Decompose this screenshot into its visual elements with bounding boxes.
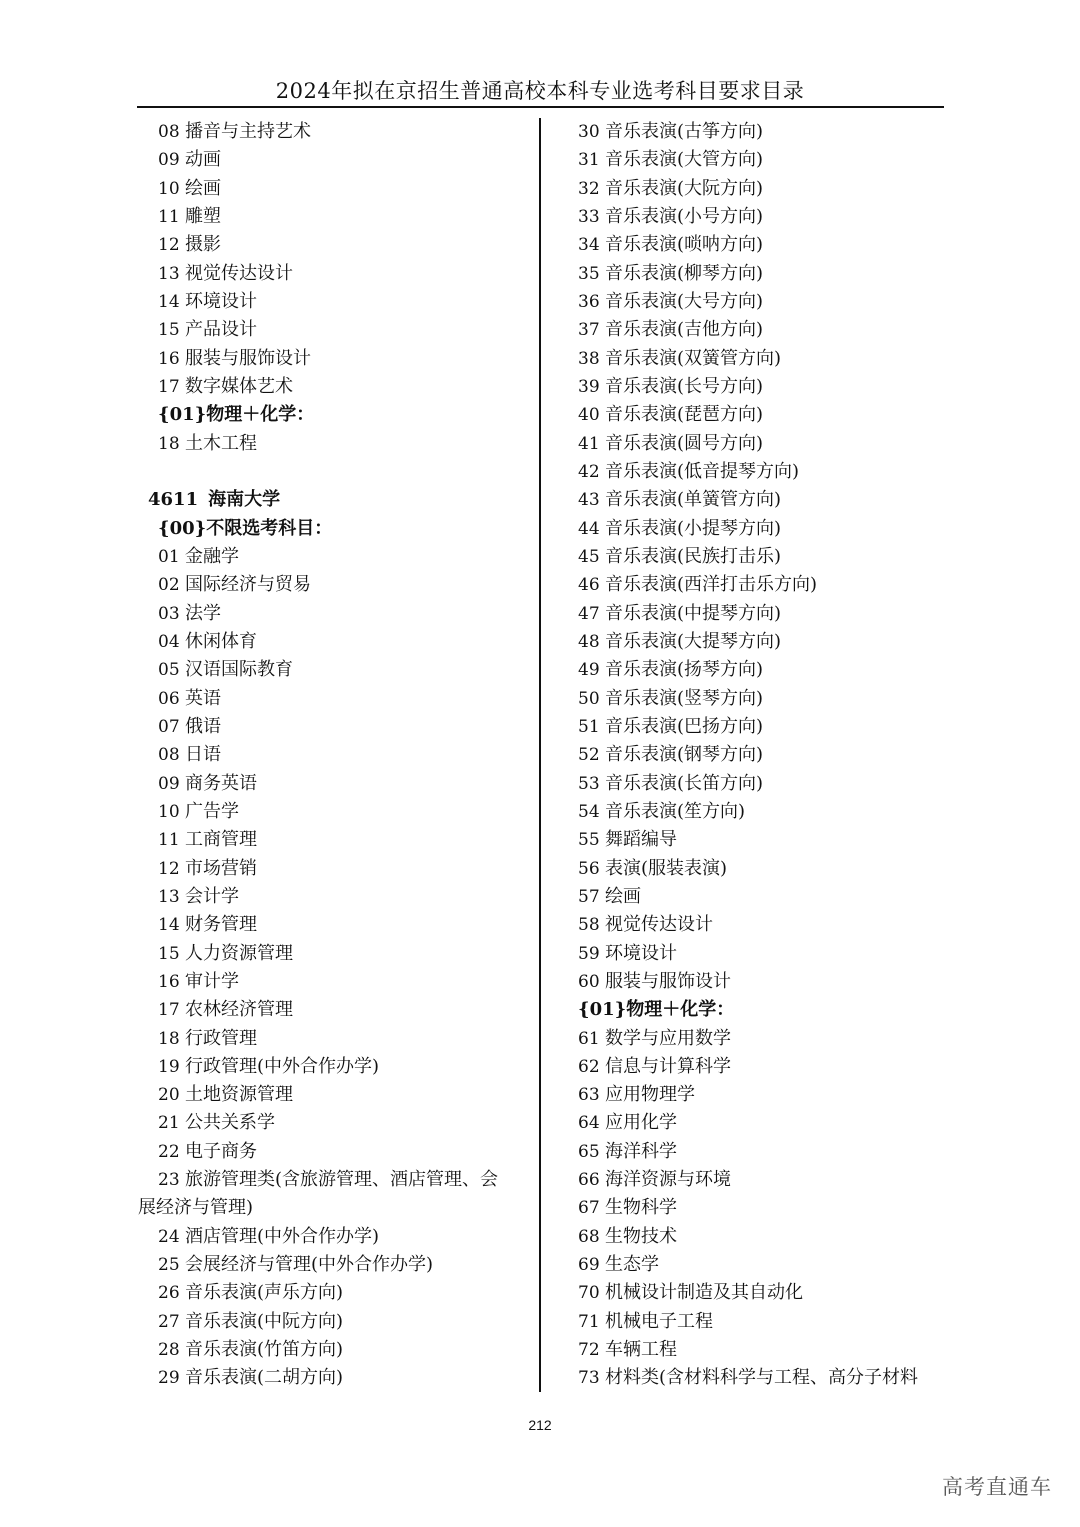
major-name: 音乐表演(低音提琴方向) xyxy=(605,460,800,482)
major-list xyxy=(138,118,530,401)
list-item xyxy=(138,1364,530,1392)
major-code: 25 xyxy=(158,1255,180,1276)
list-item xyxy=(578,146,958,174)
major-name: 广告学 xyxy=(185,800,239,822)
major-code: 62 xyxy=(578,1056,600,1077)
list-item xyxy=(138,968,530,996)
major-code: 16 xyxy=(158,348,180,369)
major-name: 音乐表演(大阮方向) xyxy=(605,177,764,199)
major-name: 汉语国际教育 xyxy=(185,659,293,681)
major-name: 音乐表演(长笛方向) xyxy=(605,772,764,794)
list-item xyxy=(578,373,958,401)
major-name: 雕塑 xyxy=(185,205,221,227)
list-item xyxy=(138,1109,530,1137)
major-code: 18 xyxy=(158,1028,180,1049)
watermark: 高考直通车 xyxy=(942,1475,1052,1499)
list-item xyxy=(138,656,530,684)
major-name: 日语 xyxy=(185,744,221,766)
list-item xyxy=(578,515,958,543)
major-code: 29 xyxy=(158,1368,180,1389)
list-item xyxy=(138,231,530,259)
university-heading xyxy=(138,486,530,514)
major-code: 27 xyxy=(158,1311,180,1332)
list-item xyxy=(578,628,958,656)
major-name: 财务管理 xyxy=(185,914,257,936)
major-code: 52 xyxy=(578,745,600,766)
major-name: 农林经济管理 xyxy=(185,999,293,1021)
list-item xyxy=(578,1109,958,1137)
major-name: 视觉传达设计 xyxy=(185,262,293,284)
major-code: 69 xyxy=(578,1255,600,1276)
list-item-continuation: 展经济与管理) xyxy=(138,1197,254,1219)
major-code: 18 xyxy=(158,433,180,454)
major-code: 33 xyxy=(578,206,600,227)
major-code: 32 xyxy=(578,178,600,199)
major-code: 56 xyxy=(578,858,600,879)
major-code: 58 xyxy=(578,915,600,936)
major-name: 土地资源管理 xyxy=(185,1084,293,1106)
major-code: 11 xyxy=(158,206,180,227)
major-code: 59 xyxy=(578,943,600,964)
major-list xyxy=(138,1223,530,1393)
list-item xyxy=(138,118,530,146)
major-code: 21 xyxy=(158,1113,180,1134)
list-item xyxy=(138,855,530,883)
major-name: 音乐表演(笙方向) xyxy=(605,800,746,822)
major-name: 工商管理 xyxy=(185,829,257,851)
list-item xyxy=(578,401,958,429)
major-name: 服装与服饰设计 xyxy=(605,970,731,992)
major-code: 15 xyxy=(158,320,180,341)
major-name: 舞蹈编导 xyxy=(605,829,677,851)
major-code: 26 xyxy=(158,1283,180,1304)
major-code: 60 xyxy=(578,971,600,992)
major-code: 50 xyxy=(578,688,600,709)
major-name: 摄影 xyxy=(185,234,221,256)
list-item xyxy=(578,486,958,514)
major-name: 生态学 xyxy=(605,1254,659,1276)
major-code: 71 xyxy=(578,1311,600,1332)
list-item xyxy=(138,826,530,854)
major-code: 07 xyxy=(158,716,180,737)
major-code: 66 xyxy=(578,1170,600,1191)
major-name: 环境设计 xyxy=(605,942,677,964)
major-name: 音乐表演(中阮方向) xyxy=(185,1310,344,1332)
list-item xyxy=(578,231,958,259)
major-code: 20 xyxy=(158,1085,180,1106)
major-code: 17 xyxy=(158,1000,180,1021)
major-name: 旅游管理类(含旅游管理、酒店管理、会 xyxy=(185,1169,499,1191)
major-name: 环境设计 xyxy=(185,290,257,312)
list-item xyxy=(578,940,958,968)
list-item xyxy=(578,1138,958,1166)
list-item xyxy=(138,175,530,203)
list-item xyxy=(578,571,958,599)
list-item xyxy=(138,146,530,174)
major-code: 47 xyxy=(578,603,600,624)
major-name: 国际经济与贸易 xyxy=(185,574,311,596)
major-name: 数学与应用数学 xyxy=(605,1027,731,1049)
major-code: 15 xyxy=(158,943,180,964)
major-code: 02 xyxy=(158,575,180,596)
list-item xyxy=(138,600,530,628)
major-code: 57 xyxy=(578,886,600,907)
major-code: 10 xyxy=(158,178,180,199)
major-code: 43 xyxy=(578,490,600,511)
major-name: 人力资源管理 xyxy=(185,942,293,964)
major-code: 70 xyxy=(578,1283,600,1304)
major-name: 音乐表演(琵琶方向) xyxy=(605,404,764,426)
major-code: 53 xyxy=(578,773,600,794)
major-code: 41 xyxy=(578,433,600,454)
list-item xyxy=(578,430,958,458)
major-name: 行政管理 xyxy=(185,1027,257,1049)
list-item xyxy=(138,260,530,288)
major-code: 14 xyxy=(158,291,180,312)
major-name: 音乐表演(柳琴方向) xyxy=(605,262,764,284)
major-code: 16 xyxy=(158,971,180,992)
list-item xyxy=(138,911,530,939)
major-name: 音乐表演(小号方向) xyxy=(605,205,764,227)
major-code: 08 xyxy=(158,745,180,766)
major-code: 06 xyxy=(158,688,180,709)
university-name: 海南大学 xyxy=(208,489,281,511)
major-name: 应用化学 xyxy=(605,1112,677,1134)
list-item xyxy=(138,430,530,458)
major-name: 音乐表演(大管方向) xyxy=(605,149,764,171)
major-name: 行政管理(中外合作办学) xyxy=(185,1055,380,1077)
major-name: 音乐表演(声乐方向) xyxy=(185,1282,344,1304)
list-item xyxy=(138,543,530,571)
major-name: 绘画 xyxy=(185,177,221,199)
list-item xyxy=(138,940,530,968)
list-item xyxy=(578,826,958,854)
list-item xyxy=(138,288,530,316)
major-code: 55 xyxy=(578,830,600,851)
list-item xyxy=(138,1251,530,1279)
major-code: 68 xyxy=(578,1226,600,1247)
major-name: 播音与主持艺术 xyxy=(185,121,311,142)
subject-requirement: {01}物理＋化学： xyxy=(578,999,735,1021)
major-list xyxy=(138,543,530,1166)
major-name: 音乐表演(大号方向) xyxy=(605,290,764,312)
list-item xyxy=(138,713,530,741)
list-item xyxy=(578,911,958,939)
major-code: 37 xyxy=(578,320,600,341)
major-code: 10 xyxy=(158,801,180,822)
list-item xyxy=(138,1279,530,1307)
major-name: 材料类(含材料科学与工程、高分子材料 xyxy=(605,1367,919,1389)
list-item xyxy=(138,571,530,599)
major-code: 13 xyxy=(158,263,180,284)
major-code: 44 xyxy=(578,518,600,539)
major-name: 车辆工程 xyxy=(605,1339,677,1361)
major-name: 数字媒体艺术 xyxy=(185,375,293,397)
major-name: 海洋科学 xyxy=(605,1140,677,1162)
major-code: 54 xyxy=(578,801,600,822)
list-item xyxy=(578,1364,958,1392)
list-item xyxy=(578,203,958,231)
major-code: 03 xyxy=(158,603,180,624)
major-name: 英语 xyxy=(185,687,221,709)
major-name: 音乐表演(竖琴方向) xyxy=(605,687,764,709)
major-code: 36 xyxy=(578,291,600,312)
list-item xyxy=(578,713,958,741)
major-name: 俄语 xyxy=(185,715,221,737)
major-name: 产品设计 xyxy=(185,319,257,341)
major-list xyxy=(578,1025,958,1393)
subject-requirement: {00}不限选考科目： xyxy=(158,517,333,539)
left-column xyxy=(138,118,530,1393)
list-item xyxy=(578,656,958,684)
major-code: 73 xyxy=(578,1368,600,1389)
major-list xyxy=(578,118,958,996)
major-code: 65 xyxy=(578,1141,600,1162)
list-item xyxy=(578,288,958,316)
list-item xyxy=(578,1053,958,1081)
list-item xyxy=(138,373,530,401)
major-name: 土木工程 xyxy=(185,432,257,454)
major-name: 电子商务 xyxy=(185,1140,257,1162)
major-name: 音乐表演(巴扬方向) xyxy=(605,715,764,737)
major-name: 法学 xyxy=(185,602,221,624)
right-column xyxy=(578,118,958,1393)
major-name: 信息与计算科学 xyxy=(605,1055,731,1077)
list-item xyxy=(138,1053,530,1081)
list-item xyxy=(578,345,958,373)
major-name: 音乐表演(竹笛方向) xyxy=(185,1339,344,1361)
major-code: 12 xyxy=(158,235,180,256)
major-name: 音乐表演(二胡方向) xyxy=(185,1367,344,1389)
major-name: 生物技术 xyxy=(605,1225,677,1247)
major-code: 67 xyxy=(578,1198,600,1219)
list-item xyxy=(578,1223,958,1251)
major-code: 09 xyxy=(158,773,180,794)
list-item xyxy=(138,1336,530,1364)
major-name: 应用物理学 xyxy=(605,1084,695,1106)
list-item xyxy=(578,1081,958,1109)
major-code: 63 xyxy=(578,1085,600,1106)
list-item xyxy=(138,798,530,826)
major-name: 金融学 xyxy=(185,545,239,567)
spacer xyxy=(138,458,530,486)
list-item xyxy=(138,1025,530,1053)
major-code: 08 xyxy=(158,122,180,142)
university-code: 4611 xyxy=(148,489,199,511)
list-item xyxy=(578,316,958,344)
major-code: 49 xyxy=(578,660,600,681)
major-name: 审计学 xyxy=(185,970,239,992)
list-item xyxy=(578,260,958,288)
list-item xyxy=(138,1081,530,1109)
major-code: 30 xyxy=(578,122,600,142)
page-title: 2024年拟在京招生普通高校本科专业选考科目要求目录 xyxy=(275,79,805,103)
major-code: 01 xyxy=(158,546,180,567)
major-name: 音乐表演(小提琴方向) xyxy=(605,517,782,539)
list-item xyxy=(578,883,958,911)
major-name: 音乐表演(唢呐方向) xyxy=(605,234,764,256)
major-name: 音乐表演(钢琴方向) xyxy=(605,744,764,766)
major-name: 公共关系学 xyxy=(185,1112,275,1134)
list-item xyxy=(578,458,958,486)
list-item xyxy=(578,1279,958,1307)
list-item xyxy=(578,741,958,769)
major-code: 19 xyxy=(158,1056,180,1077)
list-item xyxy=(138,1166,530,1194)
list-item xyxy=(578,600,958,628)
major-code: 24 xyxy=(158,1226,180,1247)
major-name: 音乐表演(古筝方向) xyxy=(605,121,764,142)
major-name: 休闲体育 xyxy=(185,630,257,652)
page-number: 212 xyxy=(528,1417,552,1433)
major-name: 动画 xyxy=(185,149,221,171)
list-item xyxy=(578,543,958,571)
major-name: 会计学 xyxy=(185,885,239,907)
major-code: 40 xyxy=(578,405,600,426)
major-code: 46 xyxy=(578,575,600,596)
subject-requirement: {01}物理＋化学： xyxy=(158,404,315,426)
list-item xyxy=(138,203,530,231)
major-code: 39 xyxy=(578,376,600,397)
major-name: 音乐表演(双簧管方向) xyxy=(605,347,782,369)
major-name: 服装与服饰设计 xyxy=(185,347,311,369)
list-item xyxy=(578,1194,958,1222)
major-name: 音乐表演(圆号方向) xyxy=(605,432,764,454)
major-name: 音乐表演(单簧管方向) xyxy=(605,489,782,511)
major-code: 28 xyxy=(158,1340,180,1361)
major-code: 31 xyxy=(578,150,600,171)
major-name: 音乐表演(吉他方向) xyxy=(605,319,764,341)
major-name: 音乐表演(中提琴方向) xyxy=(605,602,782,624)
list-item xyxy=(578,770,958,798)
major-name: 市场营销 xyxy=(185,857,257,879)
list-item xyxy=(138,685,530,713)
major-name: 音乐表演(长号方向) xyxy=(605,375,764,397)
major-code: 05 xyxy=(158,660,180,681)
major-name: 商务英语 xyxy=(185,772,257,794)
major-code: 23 xyxy=(158,1170,180,1191)
major-code: 09 xyxy=(158,150,180,171)
major-code: 12 xyxy=(158,858,180,879)
major-code: 38 xyxy=(578,348,600,369)
major-name: 酒店管理(中外合作办学) xyxy=(185,1225,380,1247)
major-name: 机械电子工程 xyxy=(605,1310,713,1332)
major-name: 机械设计制造及其自动化 xyxy=(605,1282,803,1304)
major-code: 13 xyxy=(158,886,180,907)
list-item xyxy=(578,1166,958,1194)
major-name: 海洋资源与环境 xyxy=(605,1169,731,1191)
major-code: 64 xyxy=(578,1113,600,1134)
major-code: 22 xyxy=(158,1141,180,1162)
list-item xyxy=(578,118,958,146)
list-item xyxy=(138,996,530,1024)
major-name: 音乐表演(民族打击乐) xyxy=(605,545,782,567)
list-item xyxy=(138,741,530,769)
list-item xyxy=(138,1223,530,1251)
list-item xyxy=(138,316,530,344)
list-item xyxy=(578,1025,958,1053)
major-name: 音乐表演(扬琴方向) xyxy=(605,659,764,681)
major-code: 11 xyxy=(158,830,180,851)
major-code: 17 xyxy=(158,376,180,397)
header-rule xyxy=(137,106,944,108)
list-item xyxy=(578,1336,958,1364)
list-item xyxy=(578,175,958,203)
list-item xyxy=(578,1308,958,1336)
major-code: 48 xyxy=(578,631,600,652)
list-item xyxy=(138,628,530,656)
list-item xyxy=(578,798,958,826)
list-item xyxy=(138,883,530,911)
list-item xyxy=(578,685,958,713)
major-code: 35 xyxy=(578,263,600,284)
major-code: 42 xyxy=(578,461,600,482)
list-item xyxy=(138,770,530,798)
major-name: 音乐表演(大提琴方向) xyxy=(605,630,782,652)
major-name: 生物科学 xyxy=(605,1197,677,1219)
major-code: 45 xyxy=(578,546,600,567)
major-list xyxy=(138,430,530,458)
column-divider xyxy=(539,118,541,1392)
list-item xyxy=(578,968,958,996)
major-name: 会展经济与管理(中外合作办学) xyxy=(185,1254,434,1276)
major-name: 表演(服装表演) xyxy=(605,857,728,879)
list-item xyxy=(138,1308,530,1336)
list-item xyxy=(138,345,530,373)
major-code: 04 xyxy=(158,631,180,652)
major-name: 绘画 xyxy=(605,885,641,907)
list-item xyxy=(138,1138,530,1166)
list-item xyxy=(578,1251,958,1279)
major-name: 视觉传达设计 xyxy=(605,914,713,936)
major-code: 14 xyxy=(158,915,180,936)
list-item xyxy=(578,855,958,883)
major-code: 72 xyxy=(578,1340,600,1361)
major-name: 音乐表演(西洋打击乐方向) xyxy=(605,574,818,596)
major-code: 61 xyxy=(578,1028,600,1049)
major-code: 34 xyxy=(578,235,600,256)
major-code: 51 xyxy=(578,716,600,737)
